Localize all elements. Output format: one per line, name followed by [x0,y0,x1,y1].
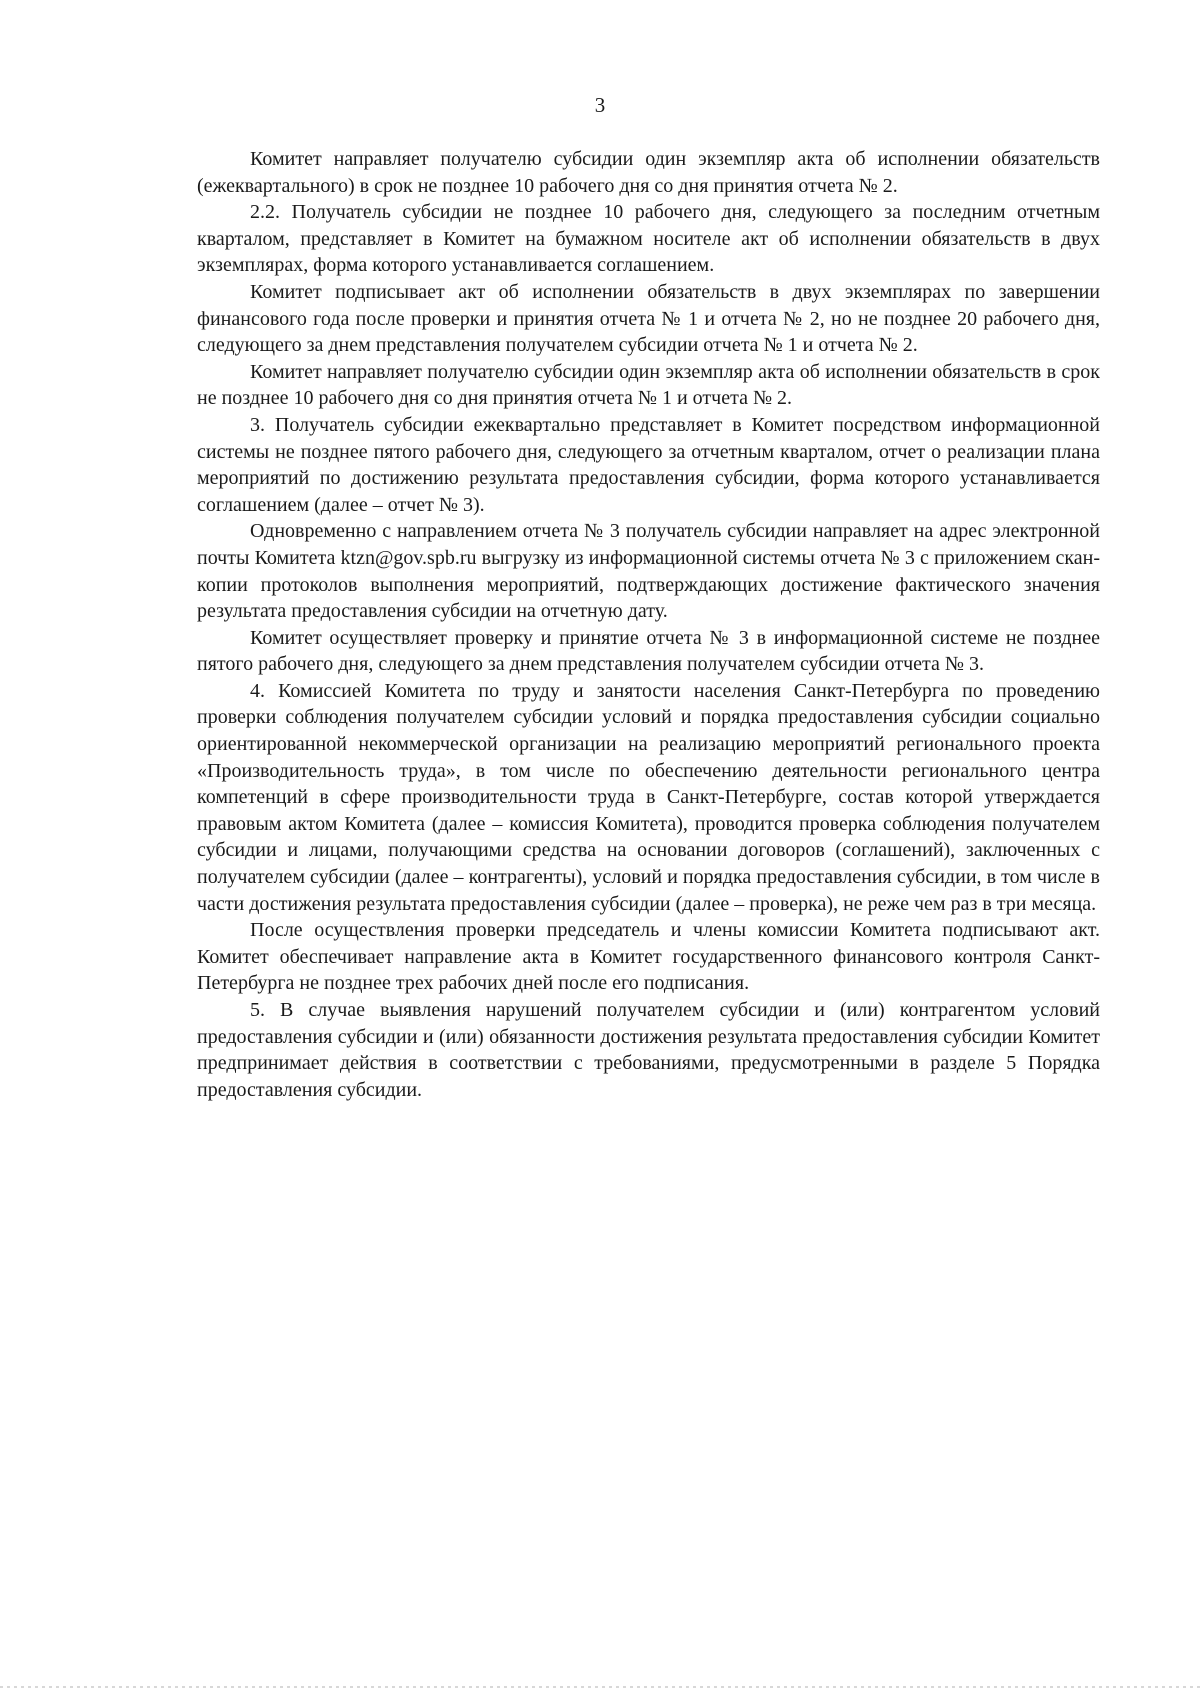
paragraph: Комитет подписывает акт об исполнении обязательств в двух экземплярах по завершении финансового года после проверки и принятия отчета № 1 и отчета № 2, но не позднее 20 рабочего дня, следующего за днем представления получателем субсидии отчета № 1 и отчета № 2. [197,280,1100,357]
paragraph: 4. Комиссией Комитета по труду и занятости населения Санкт-Петербурга по проведению проверки соблюдения получателем субсидии условий и порядка предоставления субсидии социально ориентированной некоммерческой организации на реализацию мероприятий регионального проекта «Производительность труда», в том числе по обеспечению деятельности регионального центра компетенций в сфере производительности труда в Санкт-Петербурге, состав которой утверждается правовым актом Комитета (далее – комиссия Комитета), проводится проверка соблюдения получателем субсидии и лицами, получающими средства на основании договоров (соглашений), заключенных с получателем субсидии (далее – контрагенты), условий и порядка предоставления субсидии, в том числе в части достижения результата предоставления субсидии (далее – проверка), не реже чем раз в три месяца. [197,679,1100,915]
paragraph: 3. Получатель субсидии ежеквартально представляет в Комитет посредством информационной системы не позднее пятого рабочего дня, следующего за отчетным кварталом, отчет о реализации плана мероприятий по достижению результата предоставления субсидии, форма которого устанавливается соглашением (далее – отчет № 3). [197,413,1100,516]
paragraph: Комитет направляет получателю субсидии один экземпляр акта об исполнении обязательств в срок не позднее 10 рабочего дня со дня принятия отчета № 1 и отчета № 2. [197,360,1100,410]
scan-edge-artifact [0,1686,1200,1688]
paragraph: 5. В случае выявления нарушений получателем субсидии и (или) контрагентом условий предоставления субсидии и (или) обязанности достижения результата предоставления субсидии Комитет предпринимает действия в соответствии с требованиями, предусмотренными в разделе 5 Порядка предоставления субсидии. [197,999,1100,1101]
paragraph: После осуществления проверки председатель и члены комиссии Комитета подписывают акт. Комитет обеспечивает направление акта в Комитет государственного финансового контроля Санкт-Петербурга не позднее трех рабочих дней после его подписания. [197,919,1100,995]
paragraph: Одновременно с направлением отчета № 3 получатель субсидии направляет на адрес электронной почты Комитета ktzn@gov.spb.ru выгрузку из информационной системы отчета № 3 с приложением скан-копии протоколов выполнения мероприятий, подтверждающих достижение фактического значения результата предоставления субсидии на отчетную дату. [197,520,1100,623]
page-number: 3 [594,93,606,117]
paragraph: Комитет осуществляет проверку и принятие отчета № 3 в информационной системе не позднее пятого рабочего дня, следующего за днем представления получателем субсидии отчета № 3. [197,626,1100,676]
paragraph: Комитет направляет получателю субсидии один экземпляр акта об исполнении обязательств (ежеквартального) в срок не позднее 10 рабочего дня со дня принятия отчета № 2. [197,148,1100,197]
paragraph: 2.2. Получатель субсидии не позднее 10 рабочего дня, следующего за последним отчетным кварталом, представляет в Комитет на бумажном носителе акт об исполнении обязательств в двух экземплярах, форма которого устанавливается соглашением. [197,201,1100,277]
document-body [197,146,1100,1103]
